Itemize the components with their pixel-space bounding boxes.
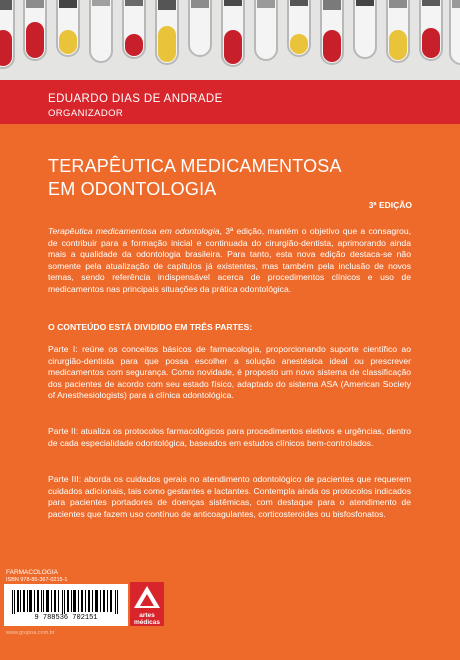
edition-label: 3ª EDIÇÃO [368,200,412,210]
part-3-paragraph: Parte III: aborda os cuidados gerais no atendimento odontológico de pacientes que requerem cuidados adicionais, tais como gestantes e lactantes. Contempla ainda os protocolos indicados para pacientes portadores de doenças sistêmicas, com destaque para o atendimento de pacientes que fazem uso contínuo de anticoagulantes, corticosteroides ou bisfosfonatos. [48,474,411,519]
test-tube-icon [420,0,442,60]
test-tube-icon [123,0,145,58]
isbn-label: ISBN 978-85-367-0215-1 [6,577,68,583]
publisher-name [130,612,164,626]
barcode-bars [10,590,122,614]
test-tubes-illustration [0,0,460,80]
barcode [4,584,128,626]
test-tube-icon [189,0,211,56]
publisher-name-line-1: artes [139,612,155,619]
publisher-name-line-2: médicas [133,619,161,626]
book-title-line-2: EM ODONTOLOGIA [48,179,217,199]
intro-italic-title: Terapêutica medicamentosa em odontologia [48,226,220,236]
test-tube-icon [222,0,244,66]
test-tube-icon [156,0,178,64]
author-name: EDUARDO DIAS DE ANDRADE [48,93,223,105]
barcode-digits: 9 788536 702151 [34,614,98,622]
test-tube-icon [0,0,14,68]
part-1-paragraph: Parte I: reúne os conceitos básicos de farmacologia, proporcionando suporte científico ao cirurgião-dentista para que possa escolher a solução anestésica ideal ou prescrever medicamentos com segurança. Como novidade, é proposto um novo sistema de classificação dos pacientes de acordo com seu estado físico, adaptado do sistema ASA (American Society of Anesthesiologists) para a clínica odontológica. [48,344,411,401]
section-heading: O CONTEÚDO ESTÁ DIVIDIDO EM TRÊS PARTES: [48,322,253,332]
book-title [48,155,418,201]
author-role: ORGANIZADOR [48,108,124,119]
test-tube-icon [90,0,112,62]
test-tube-icon [255,0,277,60]
test-tube-icon [321,0,343,64]
book-title-line-1: TERAPÊUTICA MEDICAMENTOSA [48,156,342,176]
test-tube-icon [24,0,46,60]
intro-paragraph [48,226,411,296]
test-tube-icon [354,0,376,58]
test-tube-icon [288,0,310,56]
test-tube-icon [387,0,409,62]
test-tube-icon [450,0,460,64]
test-tube-icon [57,0,79,56]
category-label: FARMACOLOGIA [6,569,59,576]
intro-text: , 3ª edição, mantém o objetivo que a consagrou, de contribuir para a formação inicial e continuada do cirurgião-dentista, aprimorando ainda mais a qualidade da odontologia brasileira. Para tanto, esta nova edição destaca-se não somente pela atualização de capítulos já existentes, mas também pela inclusão de novos temas, sendo referência indispensável acerca de procedimentos clínicos e uso de medicamentos nas principais situações da prática odontológica. [48,226,411,294]
publisher-website: www.grupoa.com.br [6,630,55,636]
part-2-paragraph: Parte II: atualiza os protocolos farmacológicos para procedimentos eletivos e urgências, dentro de cada especialidade odontológica, baseados em estudos clínicos bem-controlados. [48,426,411,448]
